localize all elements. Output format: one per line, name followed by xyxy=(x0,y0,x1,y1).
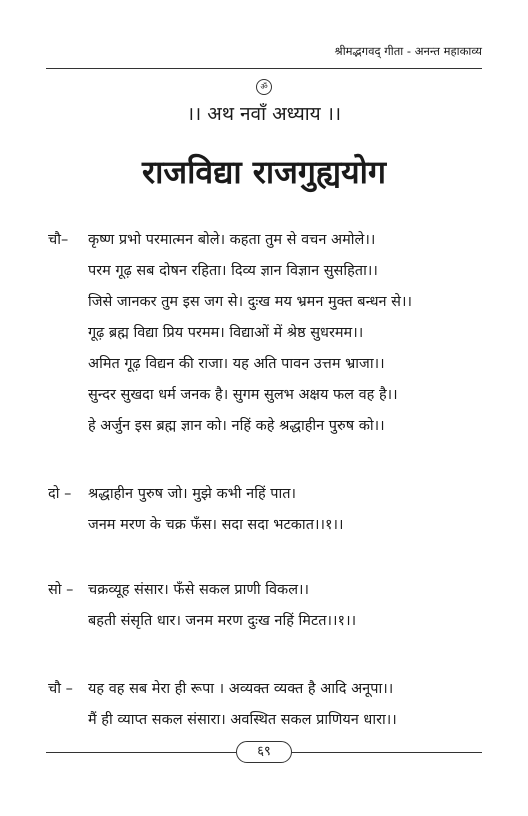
verse-text: कृष्ण प्रभो परमात्मन बोले। कहता तुम से वचन अमोले।। xyxy=(88,232,376,248)
verse-line xyxy=(48,606,488,637)
stanza-chaupai-2 xyxy=(48,674,488,736)
chapter-title: राजविद्या राजगुह्ययोग xyxy=(142,153,386,191)
verse-text: मैं ही व्याप्त सकल संसारा। अवस्थित सकल प्राणियन धारा।। xyxy=(88,712,397,728)
verse-line xyxy=(48,479,488,510)
verse-text: गूढ़ ब्रह्म विद्या प्रिय परमम। विद्याओं में श्रेष्ठ सुधरमम।। xyxy=(88,325,364,341)
stanza-label: चौ – xyxy=(48,681,73,697)
verse-line xyxy=(48,674,488,705)
stanza-label: चौ– xyxy=(48,232,69,248)
verse-line xyxy=(48,349,488,380)
verse-text: जिसे जानकर तुम इस जग से। दुःख मय भ्रमन मुक्त बन्धन से।। xyxy=(88,294,412,310)
verse-line xyxy=(48,256,488,287)
verse-line xyxy=(48,380,488,411)
running-head: श्रीमद्भगवद् गीता - अनन्त महाकाव्य xyxy=(334,44,482,58)
verse-line xyxy=(48,287,488,318)
footer-rule-left xyxy=(46,752,236,753)
verse-text: अमित गूढ़ विद्यन की राजा। यह अति पावन उत्तम भ्राजा।। xyxy=(88,356,385,372)
verse-line xyxy=(48,225,488,256)
verse-line xyxy=(48,575,488,606)
verse-text: जनम मरण के चक्र फँस। सदा सदा भटकात।।१।। xyxy=(88,517,344,533)
verse-text: बहती संसृति धार। जनम मरण दुःख नहिं मिटत।।१।। xyxy=(88,613,357,629)
verse-text: चक्रव्यूह संसार। फँसे सकल प्राणी विकल।। xyxy=(88,582,310,598)
stanza-soratha xyxy=(48,575,488,637)
verse-line xyxy=(48,318,488,349)
verse-text: श्रद्धाहीन पुरुष जो। मुझे कभी नहिं पात। xyxy=(88,486,297,502)
om-symbol: ॐ xyxy=(256,79,272,95)
page-number: ६९ xyxy=(236,741,292,763)
chapter-heading: ।। अथ नवाँ अध्याय ।। xyxy=(186,103,342,125)
verse-text: यह वह सब मेरा ही रूपा । अव्यक्त व्यक्त है आदि अनूपा।। xyxy=(88,681,394,697)
stanza-doha xyxy=(48,479,488,541)
header-rule xyxy=(46,68,482,69)
verse-text: परम गूढ़ सब दोषन रहिता। दिव्य ज्ञान विज्ञान सुसहिता।। xyxy=(88,263,378,279)
verse-text: सुन्दर सुखदा धर्म जनक है। सुगम सुलभ अक्षय फल वह है।। xyxy=(88,387,398,403)
verse-line xyxy=(48,705,488,736)
verse-line xyxy=(48,510,488,541)
stanza-chaupai-1 xyxy=(48,225,488,442)
verse-line xyxy=(48,411,488,442)
stanza-label: दो – xyxy=(48,486,72,502)
stanza-label: सो – xyxy=(48,582,74,598)
verse-text: हे अर्जुन इस ब्रह्म ज्ञान को। नहिं कहे श्रद्धाहीन पुरुष को।। xyxy=(88,418,385,434)
footer-rule-right xyxy=(292,752,482,753)
